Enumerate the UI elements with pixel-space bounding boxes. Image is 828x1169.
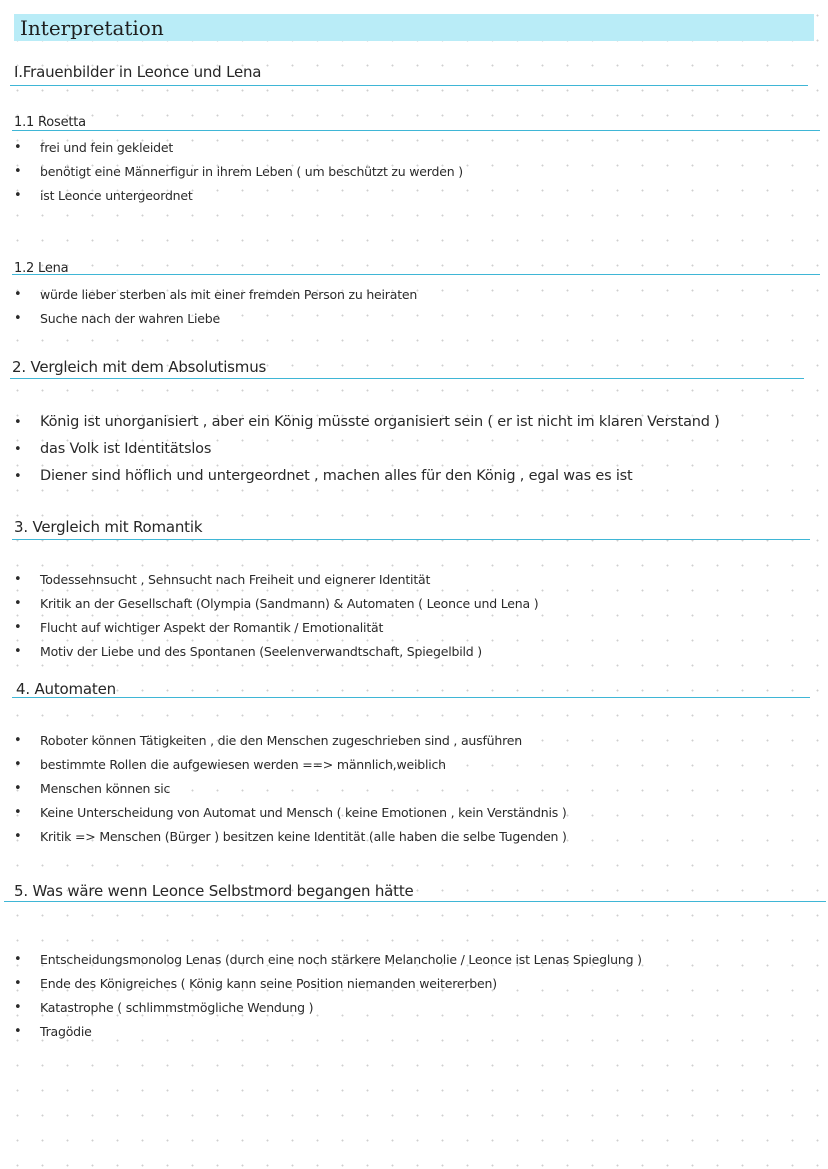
list-item: • Menschen können sic (14, 777, 567, 801)
bullet-icon: • (14, 572, 22, 587)
lena-list (14, 283, 417, 331)
bullet-icon: • (14, 976, 22, 991)
list-item: • Ende des Königreiches ( König kann seine Position niemanden weitererben) (14, 972, 642, 996)
section-heading-frauenbilder: I.Frauenbilder in Leonce und Lena (14, 63, 262, 81)
subsection-underline (12, 130, 820, 131)
romantik-list (14, 568, 538, 664)
list-item: • Flucht auf wichtiger Aspekt der Romantik / Emotionalität (14, 616, 538, 640)
list-item: • Kritik => Menschen (Bürger ) besitzen keine Identität (alle haben die selbe Tugenden ) (14, 825, 567, 849)
bullet-icon: • (14, 733, 22, 748)
selbstmord-list (14, 948, 642, 1044)
bullet-icon: • (14, 164, 22, 179)
bullet-icon: • (14, 311, 22, 326)
list-item: • Roboter können Tätigkeiten , die den Menschen zugeschrieben sind , ausführen (14, 729, 567, 753)
page-title: Interpretation (20, 16, 164, 40)
list-item: • Diener sind höflich und untergeordnet , machen alles für den König , egal was es ist (14, 463, 720, 490)
list-item: • Keine Unterscheidung von Automat und Mensch ( keine Emotionen , kein Verständnis ) (14, 801, 567, 825)
list-item: • frei und fein gekleidet (14, 136, 463, 160)
bullet-icon: • (14, 596, 22, 611)
section-heading-automaten: 4. Automaten (16, 680, 116, 698)
list-item: • Todessehnsucht , Sehnsucht nach Freiheit und eignerer Identität (14, 568, 538, 592)
bullet-icon: • (14, 805, 22, 820)
section-underline (10, 378, 804, 379)
list-item: • Katastrophe ( schlimmstmögliche Wendung ) (14, 996, 642, 1020)
subsection-underline (12, 274, 820, 275)
bullet-icon: • (14, 188, 22, 203)
bullet-icon: • (14, 442, 22, 457)
section-underline (12, 539, 810, 540)
list-item: • benötigt eine Männerfigur in ihrem Leben ( um beschützt zu werden ) (14, 160, 463, 184)
section-heading-selbstmord: 5. Was wäre wenn Leonce Selbstmord begangen hätte (14, 882, 414, 900)
list-item: • Kritik an der Gesellschaft (Olympia (Sandmann) & Automaten ( Leonce und Lena ) (14, 592, 538, 616)
subsection-heading-rosetta: 1.1 Rosetta (14, 115, 86, 130)
list-item: • bestimmte Rollen die aufgewiesen werden ==> männlich,weiblich (14, 753, 567, 777)
list-item: • Suche nach der wahren Liebe (14, 307, 417, 331)
automaten-list (14, 729, 567, 849)
bullet-icon: • (14, 781, 22, 796)
section-heading-absolutismus: 2. Vergleich mit dem Absolutismus (12, 358, 267, 376)
subsection-heading-lena: 1.2 Lena (14, 261, 69, 276)
bullet-icon: • (14, 415, 22, 430)
list-item: • Tragödie (14, 1020, 642, 1044)
rosetta-list (14, 136, 463, 208)
list-item: • das Volk ist Identitätslos (14, 436, 720, 463)
section-heading-romantik: 3. Vergleich mit Romantik (14, 518, 203, 536)
bullet-icon: • (14, 1000, 22, 1015)
bullet-icon: • (14, 1024, 22, 1039)
bullet-icon: • (14, 620, 22, 635)
title-bar (14, 14, 814, 41)
bullet-icon: • (14, 644, 22, 659)
list-item: • Entscheidungsmonolog Lenas (durch eine noch stärkere Melancholie / Leonce ist Lenas Spieglung ) (14, 948, 642, 972)
bullet-icon: • (14, 829, 22, 844)
bullet-icon: • (14, 287, 22, 302)
list-item: • König ist unorganisiert , aber ein König müsste organisiert sein ( er ist nicht im klaren Verstand ) (14, 409, 720, 436)
bullet-icon: • (14, 469, 22, 484)
bullet-icon: • (14, 140, 22, 155)
list-item: • ist Leonce untergeordnet (14, 184, 463, 208)
bullet-icon: • (14, 757, 22, 772)
section-underline (12, 697, 810, 698)
section-underline (4, 901, 826, 902)
list-item: • würde lieber sterben als mit einer fremden Person zu heiraten (14, 283, 417, 307)
absolutismus-list (14, 409, 720, 490)
list-item: • Motiv der Liebe und des Spontanen (Seelenverwandtschaft, Spiegelbild ) (14, 640, 538, 664)
bullet-icon: • (14, 952, 22, 967)
section-underline (10, 85, 808, 86)
